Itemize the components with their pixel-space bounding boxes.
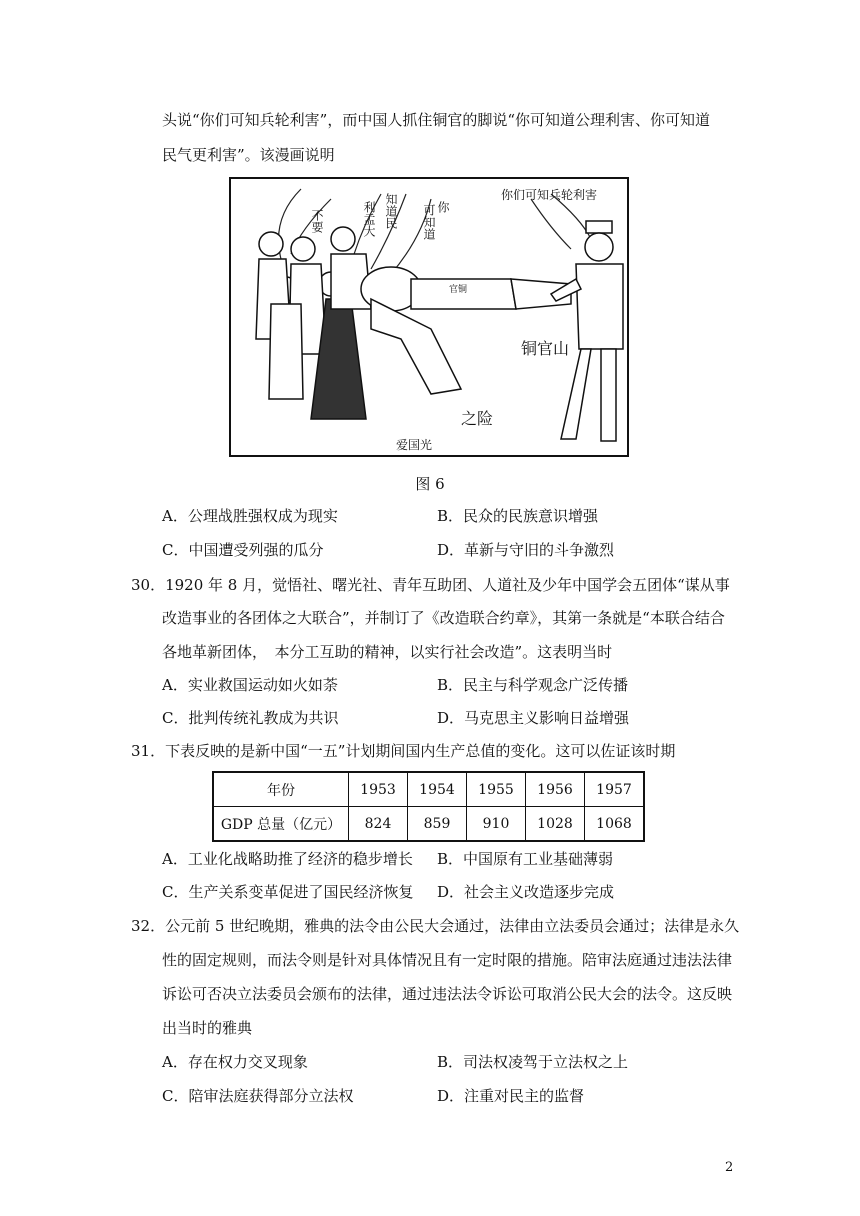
q30-text-line-3: 各地革新团体， 本分工互助的精神，以实行社会改造”。这表明当时 [162, 643, 613, 661]
q31-option-d[interactable]: D．社会主义改造逐步完成 [437, 883, 615, 901]
q29-option-d[interactable]: D．革新与守旧的斗争激烈 [437, 541, 615, 559]
cartoon-speech-left-2: 利孟大 [362, 201, 376, 237]
cartoon-figure [229, 177, 629, 457]
figure-caption: 图 6 [415, 475, 445, 493]
table-cell: 1955 [467, 772, 526, 807]
table-cell: 1957 [585, 772, 645, 807]
q30-option-b[interactable]: B．民主与科学观念广泛传播 [437, 676, 629, 694]
cartoon-speech-right: 你们可知兵轮利害 [501, 188, 598, 202]
cartoon-illustration [231, 179, 627, 455]
cartoon-speech-mid-2: 可知道 [422, 204, 436, 240]
table-cell: 910 [467, 807, 526, 842]
gdp-table [212, 771, 645, 842]
page-number: 2 [725, 1160, 734, 1175]
table-cell: 1953 [349, 772, 408, 807]
cartoon-label-bottom: 之险 [461, 409, 494, 428]
table-cell: 824 [349, 807, 408, 842]
q32-option-d[interactable]: D．注重对民主的监督 [437, 1087, 585, 1105]
table-header-row [213, 772, 644, 807]
q30-option-d[interactable]: D．马克思主义影响日益增强 [437, 709, 630, 727]
q31-option-b[interactable]: B．中国原有工业基础薄弱 [437, 850, 614, 868]
q30-option-c[interactable]: C．批判传统礼教成为共识 [162, 709, 339, 727]
table-cell: 1956 [526, 772, 585, 807]
q32-text-line-1: 32．公元前 5 世纪晚期，雅典的法令由公民大会通过，法律由立法委员会通过；法律是永久 [131, 917, 740, 935]
table-cell: GDP 总量（亿元） [213, 807, 349, 842]
table-cell: 1068 [585, 807, 645, 842]
q31-option-c[interactable]: C．生产关系变革促进了国民经济恢复 [162, 883, 414, 901]
cartoon-label-vertical: 铜官山 [521, 339, 570, 358]
q32-option-b[interactable]: B．司法权凌驾于立法权之上 [437, 1053, 629, 1071]
q32-text-line-4: 出当时的雅典 [162, 1019, 253, 1037]
cartoon-label-corner: 爱国光 [396, 438, 433, 452]
q30-option-a[interactable]: A．实业救国运动如火如荼 [162, 676, 338, 694]
q32-option-c[interactable]: C．陪审法庭获得部分立法权 [162, 1087, 354, 1105]
q29-option-b[interactable]: B．民众的民族意识增强 [437, 507, 599, 525]
q29-option-c[interactable]: C．中国遭受列强的瓜分 [162, 541, 324, 559]
table-cell: 1028 [526, 807, 585, 842]
cartoon-label-box: 官铜 [449, 285, 468, 295]
q30-text-line-1: 30．1920 年 8 月，觉悟社、曙光社、青年互助团、人道社及少年中国学会五团体“谋从事 [131, 576, 730, 594]
table-row [213, 807, 644, 842]
q29-text-line-1: 头说“你们可知兵轮利害”，而中国人抓住铜官的脚说“你可知道公理利害、你可知道 [162, 111, 711, 129]
q32-option-a[interactable]: A．存在权力交叉现象 [162, 1053, 308, 1071]
q29-option-a[interactable]: A．公理战胜强权成为现实 [162, 507, 338, 525]
q30-text-line-2: 改造事业的各团体之大联合”，并制订了《改造联合约章》，其第一条就是“本联合结合 [162, 609, 725, 627]
q32-text-line-2: 性的固定规则，而法令则是针对具体情况且有一定时限的措施。陪审法庭通过违法法律 [162, 951, 733, 969]
q31-text-line-1: 31．下表反映的是新中国“一五”计划期间国内生产总值的变化。这可以佐证该时期 [131, 742, 676, 760]
table-cell: 1954 [408, 772, 467, 807]
cartoon-speech-mid-1: 知道民 [384, 193, 398, 229]
table-cell: 年份 [213, 772, 349, 807]
q29-text-line-2: 民气更利害”。该漫画说明 [162, 146, 335, 164]
q32-text-line-3: 诉讼可否决立法委员会颁布的法律，通过违法法令诉讼可取消公民大会的法令。这反映 [162, 985, 733, 1003]
table-cell: 859 [408, 807, 467, 842]
cartoon-speech-mid-3: 你 [436, 201, 450, 213]
q31-option-a[interactable]: A．工业化战略助推了经济的稳步增长 [162, 850, 413, 868]
cartoon-speech-left-1: 不要 [310, 209, 324, 233]
